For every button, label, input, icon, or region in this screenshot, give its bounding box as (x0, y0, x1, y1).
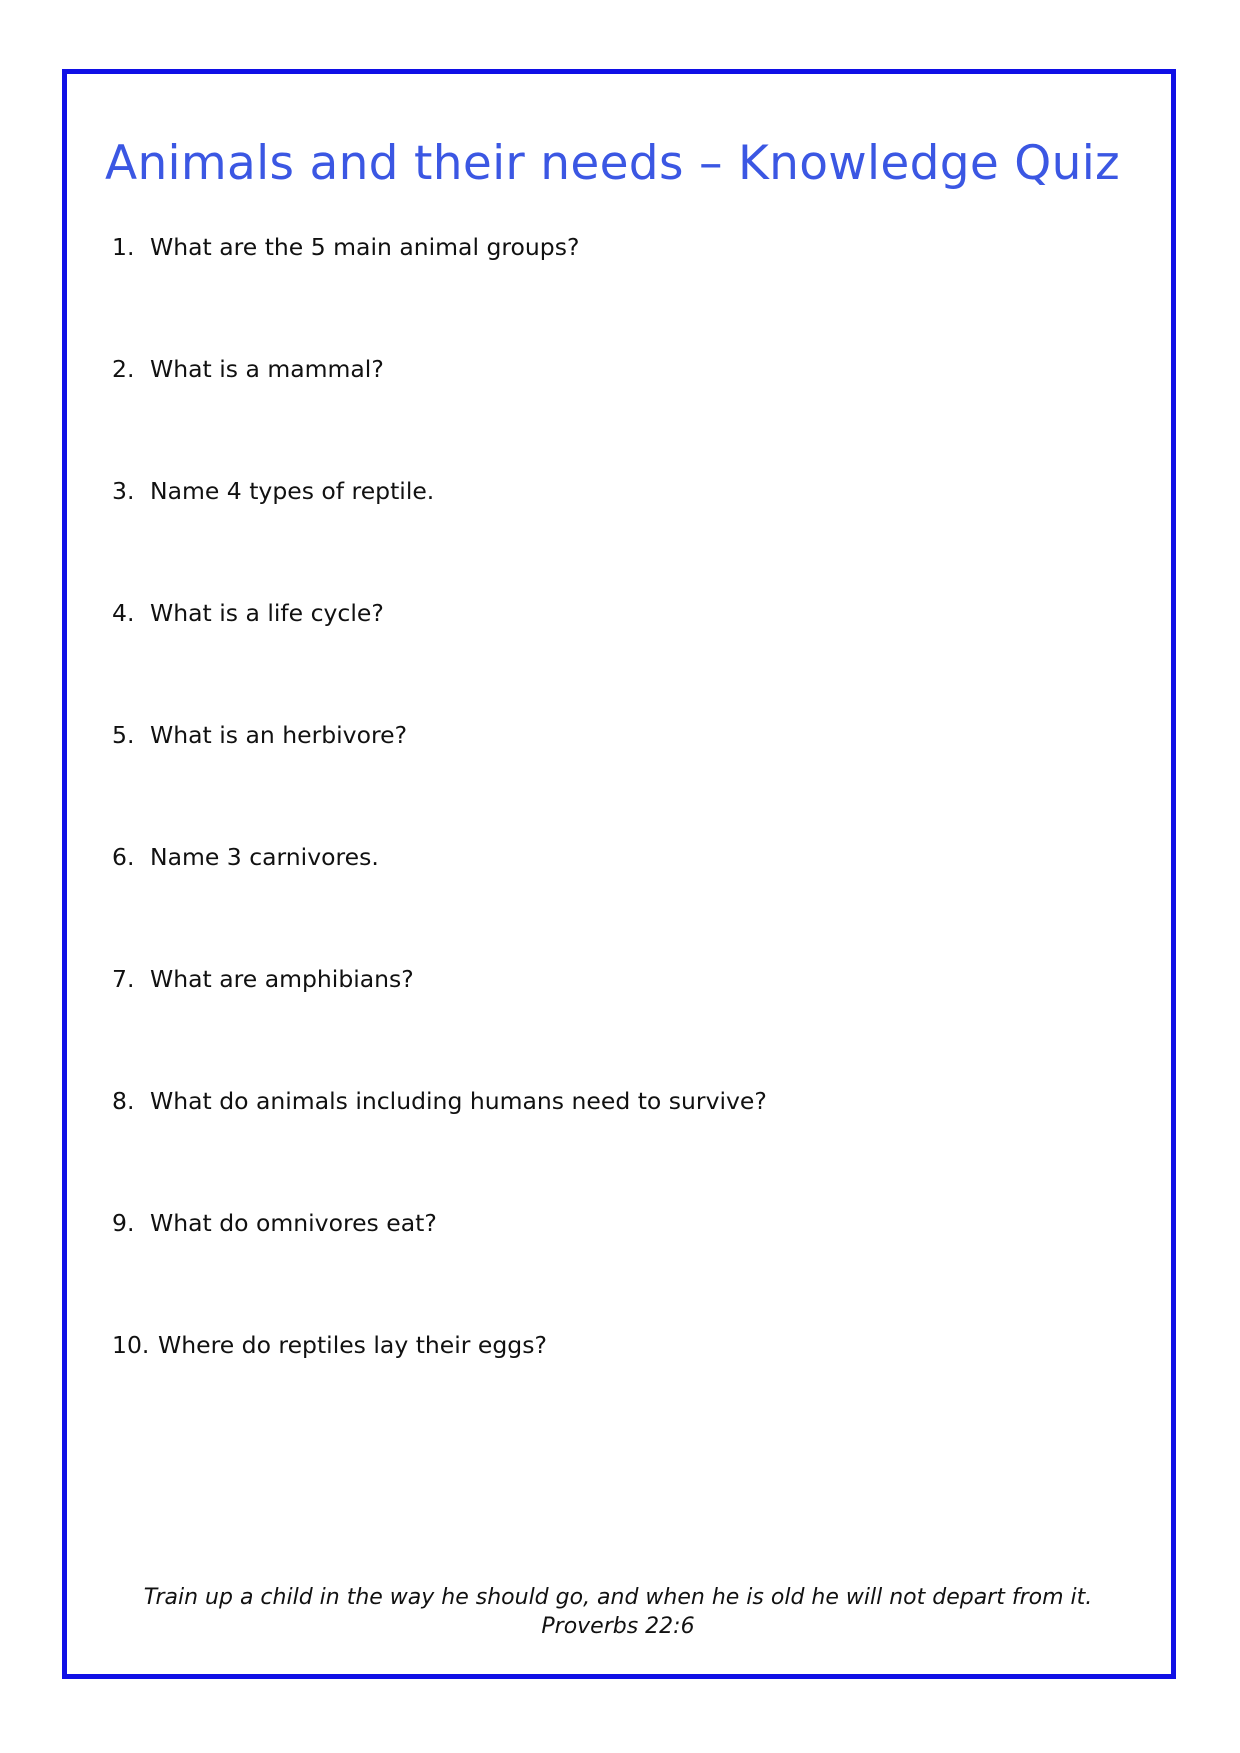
question-text: What are the 5 main animal groups? (150, 233, 580, 261)
question-item (112, 224, 767, 346)
question-number: 10. (112, 1331, 150, 1359)
question-number: 3. (112, 477, 135, 505)
question-item (112, 590, 767, 712)
question-item (112, 1078, 767, 1200)
question-list (112, 224, 767, 1444)
question-text: What do animals including humans need to survive? (150, 1087, 767, 1115)
question-text: What is a mammal? (150, 355, 384, 383)
footer-quote (66, 1583, 1170, 1641)
question-text: What are amphibians? (150, 965, 414, 993)
question-number: 7. (112, 965, 135, 993)
question-text: Name 3 carnivores. (150, 843, 379, 871)
question-item (112, 1322, 767, 1444)
question-item (112, 834, 767, 956)
question-item (112, 346, 767, 468)
quote-reference: Proverbs 22:6 (541, 1614, 695, 1639)
question-text: What do omnivores eat? (150, 1209, 437, 1237)
quote-text: Train up a child in the way he should go, and when he is old he will not depart from it. (143, 1585, 1093, 1610)
question-item (112, 468, 767, 590)
question-number: 6. (112, 843, 135, 871)
question-item (112, 956, 767, 1078)
question-number: 2. (112, 355, 135, 383)
page-title: Animals and their needs – Knowledge Quiz (105, 136, 1121, 191)
question-text: Where do reptiles lay their eggs? (158, 1331, 547, 1359)
question-text: Name 4 types of reptile. (150, 477, 435, 505)
question-text: What is an herbivore? (150, 721, 408, 749)
question-item (112, 1200, 767, 1322)
question-text: What is a life cycle? (150, 599, 384, 627)
question-number: 9. (112, 1209, 135, 1237)
question-number: 5. (112, 721, 135, 749)
question-number: 1. (112, 233, 135, 261)
question-number: 8. (112, 1087, 135, 1115)
question-number: 4. (112, 599, 135, 627)
question-item (112, 712, 767, 834)
